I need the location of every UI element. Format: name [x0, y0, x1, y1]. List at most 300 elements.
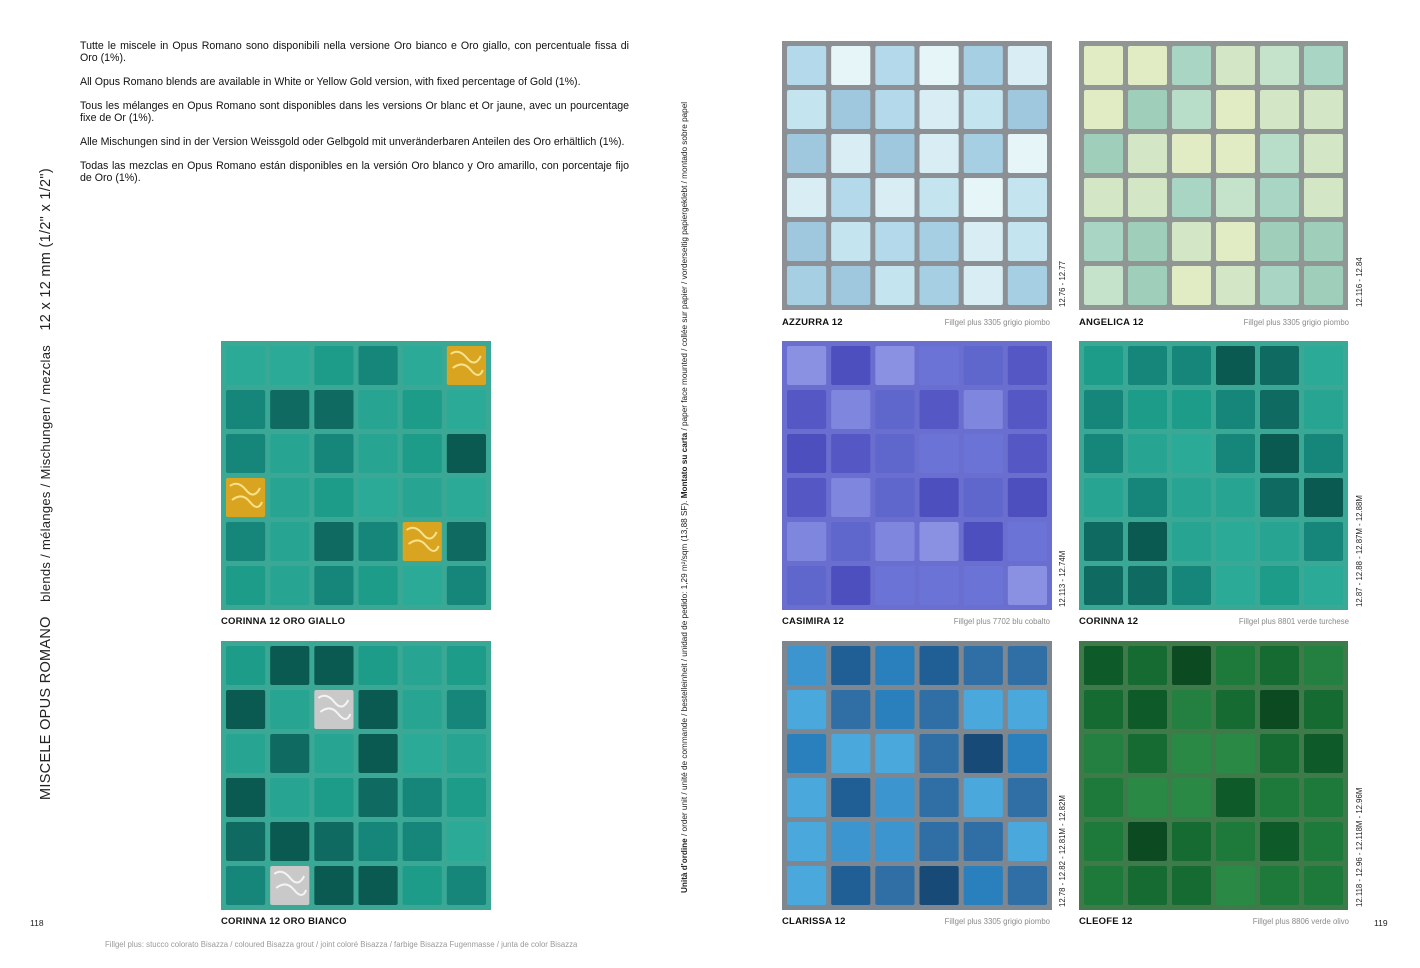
mosaic-tile	[964, 478, 1003, 517]
page-number-right: 119	[1374, 918, 1388, 928]
mosaic-tile	[1084, 646, 1123, 685]
mosaic-tile	[875, 522, 914, 561]
mosaic-tile	[447, 566, 486, 605]
mosaic-tile	[1304, 822, 1343, 861]
mosaic-tile	[226, 734, 265, 773]
mosaic-tile	[875, 222, 914, 261]
grout-label: Fillgel plus 7702 blu cobalto	[953, 617, 1050, 626]
mosaic-tile	[270, 522, 309, 561]
mosaic-tile	[1172, 46, 1211, 85]
order-unit-text: / order unit / unité de commande / bestelleinheit / unidad de pedido: 1,29 m²/sqm (13,88 SF).	[680, 498, 689, 839]
mosaic-tile	[1304, 566, 1343, 605]
mosaic-tile	[1128, 566, 1167, 605]
mosaic-tile	[1128, 478, 1167, 517]
mosaic-tile	[787, 178, 826, 217]
mosaic-tile	[359, 390, 398, 429]
page-title	[38, 168, 54, 800]
mosaic-tile	[875, 346, 914, 385]
mosaic-tile	[831, 90, 870, 129]
mosaic-tile	[1216, 522, 1255, 561]
mosaic-tile	[1304, 434, 1343, 473]
mosaic-tile	[787, 266, 826, 305]
mosaic-tile	[964, 690, 1003, 729]
mosaic-tile	[831, 690, 870, 729]
grout-label: Fillgel plus 3305 grigio piombo	[944, 917, 1050, 926]
mosaic-tile	[314, 646, 353, 685]
mosaic-tile	[1172, 566, 1211, 605]
mosaic-tile	[831, 134, 870, 173]
mosaic-tile	[1008, 266, 1047, 305]
mosaic-tile	[447, 778, 486, 817]
intro-en: All Opus Romano blends are available in White or Yellow Gold version, with fixed percentage of Gold (1%).	[80, 76, 581, 88]
mosaic-tile	[226, 434, 265, 473]
mosaic-tile	[875, 390, 914, 429]
mosaic-tile	[1128, 434, 1167, 473]
mosaic-tile	[964, 566, 1003, 605]
mosaic-tile	[920, 866, 959, 905]
mosaic-tile	[920, 346, 959, 385]
product-name: CORINNA 12 ORO GIALLO	[221, 616, 346, 627]
grout-label: Fillgel plus 8806 verde olivo	[1252, 917, 1349, 926]
product-code: 12.78 - 12.82 - 12.81M - 12.82M	[1058, 795, 1067, 907]
mosaic-tile	[1008, 90, 1047, 129]
mosaic-tile	[270, 646, 309, 685]
mosaic-tile	[1008, 346, 1047, 385]
mosaic-tile	[1172, 822, 1211, 861]
mosaic-tile	[226, 822, 265, 861]
mosaic-tile	[875, 566, 914, 605]
title-sub: blends / mélanges / Mischungen / mezclas	[38, 344, 53, 602]
mosaic-tile	[1216, 690, 1255, 729]
mosaic-tile	[270, 734, 309, 773]
mosaic-swatch-corinna-oro-giallo	[221, 341, 491, 610]
mosaic-tile	[1128, 346, 1167, 385]
mosaic-tile	[1084, 390, 1123, 429]
mosaic-tile	[1260, 266, 1299, 305]
mosaic-tile	[1260, 566, 1299, 605]
product-name: CORINNA 12	[1079, 616, 1139, 627]
mosaic-tile	[1216, 46, 1255, 85]
mosaic-tile	[964, 866, 1003, 905]
mosaic-tile	[920, 566, 959, 605]
mosaic-tile	[920, 646, 959, 685]
mosaic-tile	[1172, 266, 1211, 305]
mosaic-tile	[1008, 866, 1047, 905]
mosaic-tile	[875, 866, 914, 905]
mosaic-tile	[314, 434, 353, 473]
mosaic-swatch-corinna-oro-bianco	[221, 641, 491, 910]
mosaic-tile	[1008, 134, 1047, 173]
mosaic-tile	[920, 266, 959, 305]
mosaic-tile	[1260, 734, 1299, 773]
mosaic-tile	[964, 90, 1003, 129]
mosaic-tile	[920, 46, 959, 85]
mosaic-tile	[787, 734, 826, 773]
mosaic-tile	[314, 822, 353, 861]
mosaic-tile	[964, 778, 1003, 817]
mosaic-tile	[1084, 566, 1123, 605]
mosaic-tile	[920, 134, 959, 173]
mosaic-tile	[359, 566, 398, 605]
mosaic-tile	[1304, 346, 1343, 385]
mosaic-tile	[359, 346, 398, 385]
mosaic-tile	[359, 822, 398, 861]
mosaic-tile	[831, 866, 870, 905]
mosaic-tile	[1084, 734, 1123, 773]
mosaic-tile	[1216, 222, 1255, 261]
mosaic-tile	[920, 222, 959, 261]
mosaic-tile	[920, 690, 959, 729]
mosaic-tile	[1216, 866, 1255, 905]
intro-de: Alle Mischungen sind in der Version Weissgold oder Gelbgold mit unveränderbaren Anteilen des Oro erhältlich (1%).	[80, 136, 625, 148]
mosaic-tile	[1260, 434, 1299, 473]
mosaic-tile	[1216, 566, 1255, 605]
mosaic-tile	[1304, 90, 1343, 129]
mosaic-tile	[270, 478, 309, 517]
mosaic-tile	[1128, 522, 1167, 561]
mosaic-tile	[920, 822, 959, 861]
mosaic-tile	[1008, 390, 1047, 429]
mosaic-tile	[787, 390, 826, 429]
mosaic-tile	[270, 690, 309, 729]
mosaic-tile	[1172, 646, 1211, 685]
mosaic-tile	[1304, 646, 1343, 685]
mosaic-tile	[1008, 178, 1047, 217]
mosaic-tile	[1260, 90, 1299, 129]
mosaic-tile	[1304, 222, 1343, 261]
mosaic-tile	[447, 734, 486, 773]
mosaic-tile	[403, 478, 442, 517]
mosaic-tile	[1008, 478, 1047, 517]
mosaic-tile	[226, 390, 265, 429]
mosaic-tile	[920, 390, 959, 429]
mosaic-tile	[831, 346, 870, 385]
mosaic-tile	[1260, 522, 1299, 561]
mosaic-tile	[1304, 778, 1343, 817]
mosaic-tile	[1172, 390, 1211, 429]
mosaic-tile	[226, 346, 265, 385]
mosaic-tile	[1172, 478, 1211, 517]
mosaic-tile	[1304, 46, 1343, 85]
product-code: 12.116 - 12.84	[1355, 257, 1364, 307]
mosaic-tile	[447, 478, 486, 517]
mosaic-tile	[1216, 778, 1255, 817]
mosaic-tile	[1128, 222, 1167, 261]
mosaic-tile	[1084, 222, 1123, 261]
mosaic-tile	[1172, 434, 1211, 473]
mosaic-tile	[447, 690, 486, 729]
mosaic-tile	[787, 434, 826, 473]
title-main: MISCELE OPUS ROMANO	[38, 616, 54, 800]
mosaic-tile	[226, 646, 265, 685]
mosaic-tile	[1216, 266, 1255, 305]
product-code: 12.76 - 12.77	[1058, 261, 1067, 307]
mosaic-tile	[314, 566, 353, 605]
mosaic-tile	[1008, 222, 1047, 261]
mosaic-tile	[1260, 178, 1299, 217]
order-unit-strip	[680, 102, 689, 893]
mosaic-tile	[447, 434, 486, 473]
mosaic-tile	[1216, 478, 1255, 517]
mosaic-tile	[403, 734, 442, 773]
mosaic-tile	[359, 434, 398, 473]
mosaic-swatch-clarissa	[782, 641, 1052, 910]
mosaic-tile	[875, 178, 914, 217]
mosaic-tile	[226, 522, 265, 561]
mosaic-tile	[403, 822, 442, 861]
mosaic-tile	[1008, 566, 1047, 605]
mosaic-tile	[831, 566, 870, 605]
mosaic-tile	[787, 46, 826, 85]
mosaic-tile	[1008, 434, 1047, 473]
mosaic-tile	[1008, 822, 1047, 861]
mosaic-tile	[1008, 778, 1047, 817]
mosaic-tile	[1008, 734, 1047, 773]
mosaic-swatch-cleofe	[1079, 641, 1348, 910]
intro-text	[80, 40, 629, 196]
mosaic-tile	[1008, 46, 1047, 85]
mosaic-tile	[359, 646, 398, 685]
mosaic-tile	[447, 646, 486, 685]
mosaic-tile	[1008, 522, 1047, 561]
mosaic-tile	[403, 566, 442, 605]
mosaic-tile	[1172, 734, 1211, 773]
mosaic-tile	[831, 222, 870, 261]
mosaic-tile	[270, 566, 309, 605]
mosaic-tile	[1172, 690, 1211, 729]
mosaic-tile	[1304, 178, 1343, 217]
mosaic-tile	[1172, 178, 1211, 217]
mosaic-tile	[787, 690, 826, 729]
mosaic-tile	[1172, 346, 1211, 385]
mosaic-tile	[964, 646, 1003, 685]
mosaic-tile	[403, 778, 442, 817]
mosaic-tile	[964, 134, 1003, 173]
mosaic-tile	[403, 866, 442, 905]
mosaic-tile	[1260, 822, 1299, 861]
mosaic-tile	[1304, 690, 1343, 729]
product-name: AZZURRA 12	[782, 317, 843, 328]
mosaic-tile	[787, 478, 826, 517]
product-code: 12.87 - 12.88 - 12.87M - 12.88M	[1355, 495, 1364, 607]
mosaic-tile	[831, 178, 870, 217]
mosaic-tile	[1128, 266, 1167, 305]
mosaic-tile	[787, 566, 826, 605]
mosaic-tile	[1128, 778, 1167, 817]
mosaic-tile	[1172, 778, 1211, 817]
mosaic-tile	[1172, 522, 1211, 561]
mosaic-tile	[831, 778, 870, 817]
mosaic-tile	[920, 734, 959, 773]
mosaic-tile	[920, 178, 959, 217]
mosaic-tile	[1260, 222, 1299, 261]
mosaic-tile	[403, 434, 442, 473]
mosaic-tile	[1216, 390, 1255, 429]
mosaic-tile	[226, 566, 265, 605]
mosaic-tile	[1216, 346, 1255, 385]
mosaic-tile	[226, 778, 265, 817]
mosaic-tile	[1260, 46, 1299, 85]
intro-fr: Tous les mélanges en Opus Romano sont disponibles dans les versions Or blanc et Or jaune, avec un pourcentage fixe de Or (1%).	[80, 100, 629, 124]
mosaic-tile	[831, 522, 870, 561]
mosaic-swatch-casimira	[782, 341, 1052, 610]
mosaic-tile	[403, 690, 442, 729]
mosaic-tile	[831, 266, 870, 305]
mosaic-tile	[1128, 690, 1167, 729]
grout-label: Fillgel plus 3305 grigio piombo	[944, 318, 1050, 327]
mosaic-tile	[1128, 178, 1167, 217]
mosaic-tile	[1260, 134, 1299, 173]
mosaic-tile	[964, 346, 1003, 385]
mosaic-tile	[1260, 390, 1299, 429]
mosaic-tile	[270, 822, 309, 861]
mosaic-tile	[226, 690, 265, 729]
mosaic-tile	[1084, 46, 1123, 85]
mosaic-tile	[359, 778, 398, 817]
product-name: ANGELICA 12	[1079, 317, 1144, 328]
mosaic-tile	[1084, 178, 1123, 217]
mosaic-swatch-corinna	[1079, 341, 1348, 610]
mosaic-tile	[920, 90, 959, 129]
mosaic-tile	[787, 346, 826, 385]
mosaic-tile	[920, 478, 959, 517]
mosaic-tile	[1216, 434, 1255, 473]
mosaic-tile	[270, 434, 309, 473]
mosaic-tile	[1304, 522, 1343, 561]
mosaic-tile	[1304, 266, 1343, 305]
mosaic-tile	[1084, 778, 1123, 817]
mosaic-tile	[359, 478, 398, 517]
mosaic-tile	[359, 690, 398, 729]
mosaic-tile	[1216, 734, 1255, 773]
mosaic-tile	[964, 178, 1003, 217]
mosaic-tile	[1304, 134, 1343, 173]
mosaic-tile	[1128, 822, 1167, 861]
title-size: 12 x 12 mm (1/2" x 1/2")	[38, 168, 54, 331]
mosaic-tile	[1216, 822, 1255, 861]
mosaic-tile	[1128, 646, 1167, 685]
mosaic-tile	[875, 734, 914, 773]
mosaic-tile	[1128, 734, 1167, 773]
mosaic-tile	[403, 346, 442, 385]
mosaic-tile	[314, 522, 353, 561]
mosaic-tile	[875, 690, 914, 729]
mosaic-tile	[920, 778, 959, 817]
mosaic-tile	[1128, 90, 1167, 129]
mosaic-tile	[1304, 390, 1343, 429]
mosaic-tile	[1128, 866, 1167, 905]
mosaic-tile	[359, 866, 398, 905]
mosaic-tile	[359, 734, 398, 773]
grout-label: Fillgel plus 3305 grigio piombo	[1243, 318, 1349, 327]
mosaic-tile	[314, 478, 353, 517]
mosaic-tile	[875, 434, 914, 473]
mosaic-tile	[787, 778, 826, 817]
mosaic-tile	[831, 478, 870, 517]
mosaic-tile	[787, 90, 826, 129]
mosaic-tile	[226, 866, 265, 905]
mosaic-tile	[964, 222, 1003, 261]
mosaic-tile	[314, 866, 353, 905]
mosaic-swatch-angelica	[1079, 41, 1348, 310]
mosaic-tile	[787, 866, 826, 905]
mosaic-tile	[875, 266, 914, 305]
mosaic-tile	[964, 266, 1003, 305]
intro-it: Tutte le miscele in Opus Romano sono disponibili nella versione Oro bianco e Oro giallo, con percentuale fissa di Oro (1%).	[80, 40, 629, 64]
product-code: 12.118 - 12.96 - 12.118M - 12.96M	[1355, 787, 1364, 907]
mounting-label: Montato su carta	[680, 432, 689, 499]
mosaic-tile	[1084, 478, 1123, 517]
mosaic-tile	[787, 134, 826, 173]
mosaic-tile	[1216, 134, 1255, 173]
mosaic-tile	[403, 390, 442, 429]
mosaic-tile	[787, 222, 826, 261]
mosaic-tile	[1304, 478, 1343, 517]
mosaic-tile	[270, 346, 309, 385]
mosaic-tile	[831, 822, 870, 861]
mosaic-tile	[964, 522, 1003, 561]
mosaic-tile	[831, 390, 870, 429]
mosaic-tile	[964, 434, 1003, 473]
mosaic-tile	[314, 778, 353, 817]
mosaic-tile	[1084, 522, 1123, 561]
mosaic-tile	[787, 522, 826, 561]
mosaic-tile	[1260, 478, 1299, 517]
mosaic-tile	[875, 478, 914, 517]
mosaic-tile	[447, 390, 486, 429]
grout-label: Fillgel plus 8801 verde turchese	[1238, 617, 1349, 626]
mosaic-tile	[1304, 734, 1343, 773]
mounting-text: / paper face mounted / collée sur papier / vorderseitig papiergeklebt / montado sobre papel	[680, 101, 689, 433]
mosaic-tile	[1084, 266, 1123, 305]
mosaic-tile	[1128, 390, 1167, 429]
mosaic-tile	[964, 390, 1003, 429]
mosaic-tile	[1084, 90, 1123, 129]
mosaic-tile	[831, 46, 870, 85]
intro-es: Todas las mezclas en Opus Romano están disponibles en la versión Oro blanco y Oro amarillo, con porcentaje fijo de Oro (1%).	[80, 160, 629, 184]
mosaic-tile	[1172, 90, 1211, 129]
mosaic-tile	[1260, 646, 1299, 685]
order-unit-label: Unità d'ordine	[680, 838, 689, 893]
mosaic-tile	[1172, 866, 1211, 905]
mosaic-tile	[314, 346, 353, 385]
mosaic-tile	[787, 646, 826, 685]
mosaic-tile	[314, 390, 353, 429]
mosaic-tile	[875, 822, 914, 861]
mosaic-tile	[1216, 178, 1255, 217]
mosaic-tile	[787, 822, 826, 861]
mosaic-tile	[1084, 690, 1123, 729]
mosaic-tile	[920, 522, 959, 561]
mosaic-tile	[875, 134, 914, 173]
mosaic-tile	[831, 734, 870, 773]
mosaic-tile	[403, 646, 442, 685]
mosaic-tile	[1128, 134, 1167, 173]
mosaic-tile	[1216, 90, 1255, 129]
mosaic-tile	[964, 46, 1003, 85]
product-name: CLEOFE 12	[1079, 916, 1133, 927]
product-name: CLARISSA 12	[782, 916, 846, 927]
mosaic-tile	[447, 866, 486, 905]
mosaic-tile	[831, 646, 870, 685]
mosaic-tile	[875, 646, 914, 685]
mosaic-tile	[1260, 346, 1299, 385]
footnote: Fillgel plus: stucco colorato Bisazza / coloured Bisazza grout / joint coloré Bisazza / farbige Bisazza Fugenmasse / junta de color Bisazza	[105, 940, 578, 949]
mosaic-tile	[1128, 46, 1167, 85]
mosaic-tile	[1260, 778, 1299, 817]
mosaic-tile	[964, 734, 1003, 773]
mosaic-tile	[1008, 646, 1047, 685]
